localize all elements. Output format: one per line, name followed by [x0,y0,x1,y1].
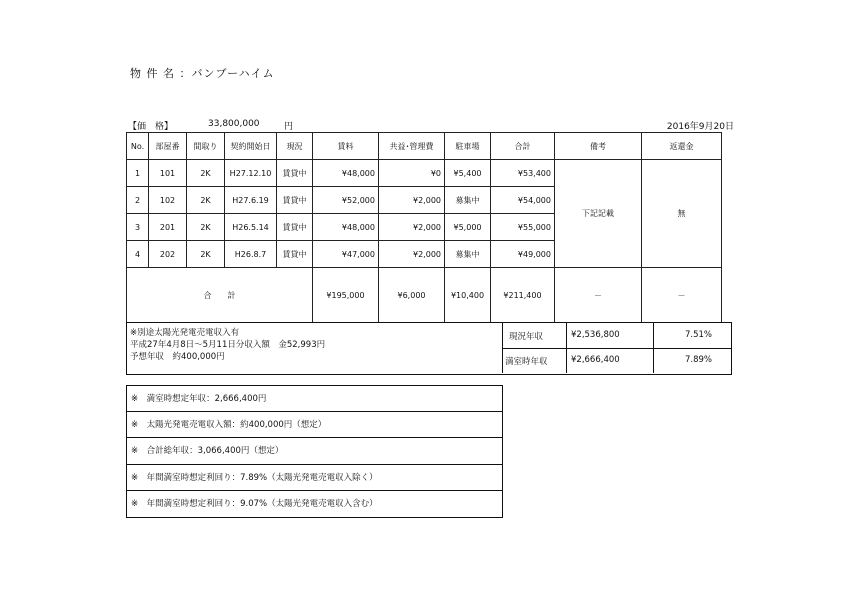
cell-fee: ¥2,000 [379,214,445,241]
cell-status: 賃貸中 [277,214,313,241]
sum-parking: ¥10,400 [445,268,491,323]
cell-status: 賃貸中 [277,241,313,268]
income-grid [502,323,732,373]
header-start-date: 契約開始日 [225,133,277,160]
cell-room: 102 [149,187,187,214]
header-layout: 間取り [187,133,225,160]
cell-total: ¥49,000 [491,241,555,268]
cell-room: 202 [149,241,187,268]
header-no: No. [127,133,149,160]
cell-total: ¥55,000 [491,214,555,241]
price-unit: 円 [284,122,294,132]
cell-parking: 募集中 [445,241,491,268]
header-status: 現況 [277,133,313,160]
cell-room: 101 [149,160,187,187]
sum-deposit: － [642,268,722,323]
cell-layout: 2K [187,214,225,241]
header-total: 合計 [491,133,555,160]
cell-no: 2 [127,187,149,214]
price-value: 33,800,000 [208,119,260,129]
rent-roll-table [126,132,722,323]
cell-parking: ¥5,400 [445,160,491,187]
full-income-row [503,348,732,373]
property-name: 物 件 名 ：バンブーハイム [130,67,275,80]
current-income-value: ¥2,536,800 [571,330,620,340]
header-rent: 賃料 [313,133,379,160]
header-deposit: 返還金 [642,133,722,160]
cell-remarks: 下記記載 [555,160,642,268]
cell-start-date: H26.8.7 [225,241,277,268]
assumption-item: ※ 満室時想定年収：2,666,400円 [127,386,502,412]
cell-room: 201 [149,214,187,241]
cell-layout: 2K [187,241,225,268]
cell-rent: ¥48,000 [313,160,379,187]
sum-rent: ¥195,000 [313,268,379,323]
sum-total: ¥211,400 [491,268,555,323]
cell-rent: ¥48,000 [313,214,379,241]
header-remarks: 備考 [555,133,642,160]
solar-note-line: 予想年収 約400,000円 [130,352,225,362]
cell-rent: ¥52,000 [313,187,379,214]
assumption-item: ※ 年間満室時想定利回り：7.89%（太陽光発電売電収入除く） [127,465,502,491]
document-date: 2016年9月20日 [666,122,734,132]
cell-no: 4 [127,241,149,268]
price-row [128,119,738,133]
price-label: 【価 格】 [128,122,174,132]
cell-total: ¥53,400 [491,160,555,187]
cell-parking: 募集中 [445,187,491,214]
header-room: 部屋番 [149,133,187,160]
cell-start-date: H27.12.10 [225,160,277,187]
cell-fee: ¥0 [379,160,445,187]
header-parking: 駐車場 [445,133,491,160]
sum-label: 合 計 [127,268,313,323]
cell-layout: 2K [187,160,225,187]
assumption-item: ※ 年間満室時想定利回り：9.07%（太陽光発電売電収入含む） [131,498,378,509]
header-fee: 共益･管理費 [379,133,445,160]
cell-total: ¥54,000 [491,187,555,214]
cell-status: 賃貸中 [277,187,313,214]
sum-remarks: － [555,268,642,323]
assumption-item: ※ 合計総年収：3,066,400円（想定） [127,438,502,464]
table-sum-row [127,268,722,323]
table-header-row [127,133,722,160]
cell-layout: 2K [187,187,225,214]
cell-parking: ¥5,000 [445,214,491,241]
solar-notes [130,327,325,363]
cell-rent: ¥47,000 [313,241,379,268]
cell-start-date: H26.5.14 [225,214,277,241]
assumption-item: ※ 太陽光発電売電収入額：約400,000円（想定） [127,412,502,438]
cell-deposit: 無 [642,160,722,268]
cell-start-date: H27.6.19 [225,187,277,214]
full-income-label: 満室時年収 [505,357,548,367]
full-yield: 7.89% [684,355,712,365]
solar-note-line: 平成27年4月8日～5月11日分収入額 金52,993円 [130,340,326,350]
table-row [127,160,722,187]
current-income-row [503,323,732,349]
cell-no: 3 [127,214,149,241]
cell-no: 1 [127,160,149,187]
cell-fee: ¥2,000 [379,187,445,214]
full-income-value: ¥2,666,400 [571,355,620,365]
cell-fee: ¥2,000 [379,241,445,268]
sum-fee: ¥6,000 [379,268,445,323]
assumptions-box [126,385,503,518]
solar-note-line: ※別途太陽光発電売電収入有 [130,328,240,338]
current-yield: 7.51% [684,330,712,340]
income-summary-box [126,322,732,375]
current-income-label: 現況年収 [509,332,544,342]
cell-status: 賃貸中 [277,160,313,187]
